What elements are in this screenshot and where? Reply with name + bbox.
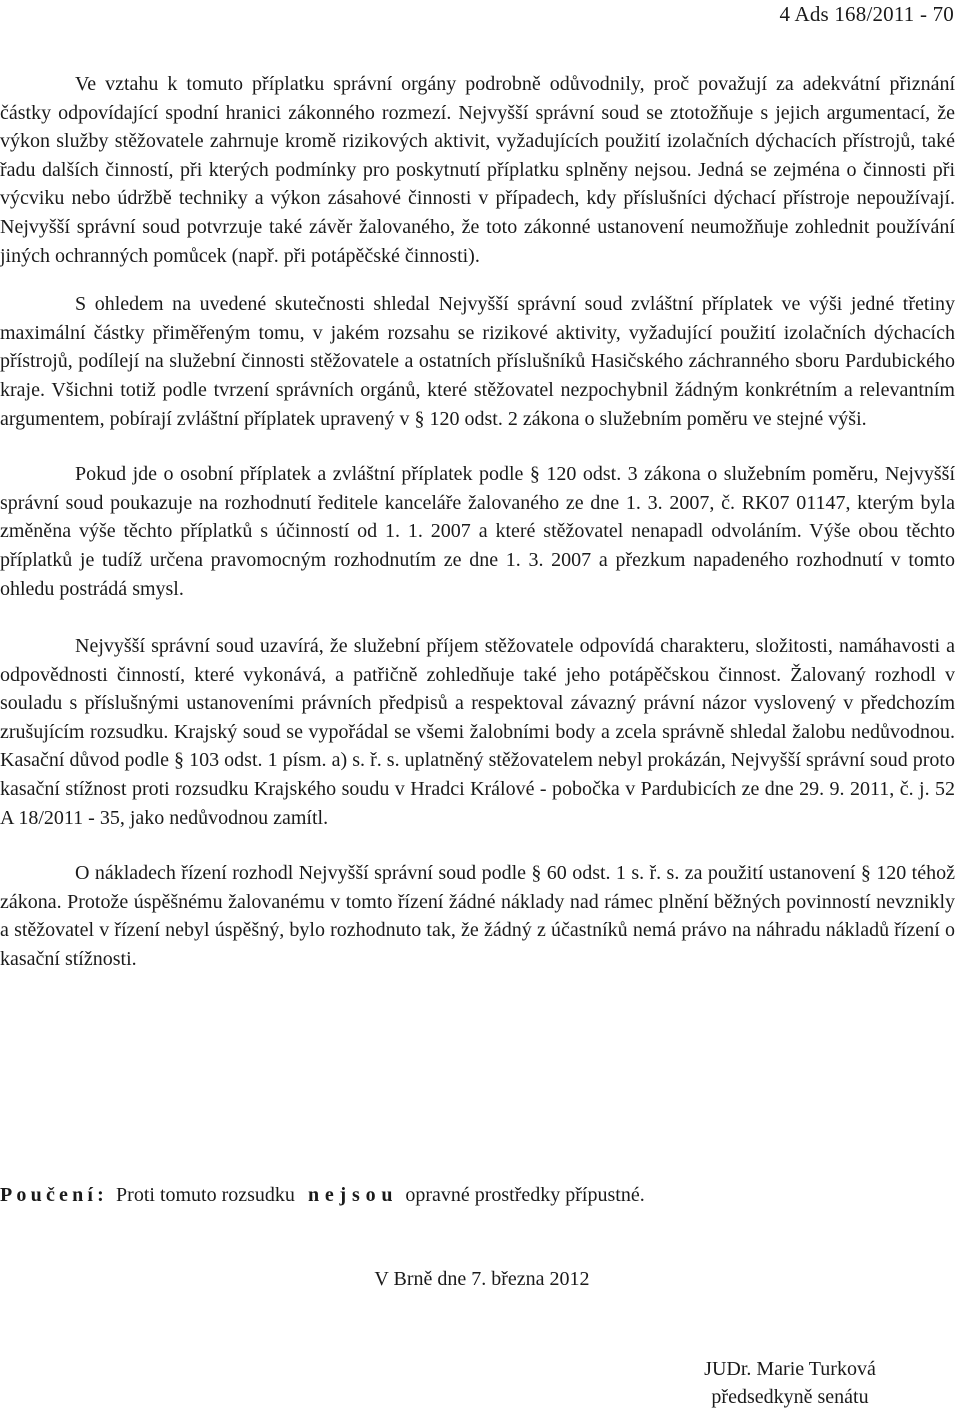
signature-block bbox=[660, 1355, 920, 1411]
paragraph: S ohledem na uvedené skutečnosti shledal Nejvyšší správní soud zvláštní příplatek ve výši jedné třetiny maximální částky přiměřeným tomu, v jakém rozsahu se rizikové aktivity, vyžadující použití izolačních dýchacích přístrojů, podílejí na služební činnosti stěžovatele a ostatních příslušníků Hasičského záchranného sboru Pardubického kraje. Všichni totiž podle tvrzení správních orgánů, které stěžovatel nezpochybnil žádným konkrétním a relevantním argumentem, pobírají zvláštní příplatek upravený v § 120 odst. 2 zákona o služebním poměru ve stejné výši. bbox=[0, 293, 955, 430]
judge-name: JUDr. Marie Turková bbox=[704, 1358, 876, 1380]
judge-role: předsedkyně senátu bbox=[711, 1386, 869, 1408]
paragraph: Ve vztahu k tomuto příplatku správní orgány podrobně odůvodnily, proč považují za adekvátní přiznání částky odpovídající spodní hranici zákonného rozmezí. Nejvyšší správní soud se ztotožňuje s jejich argumentací, že výkon služby stěžovatele zahrnuje kromě rizikových aktivit, vyžadujících použití izolačních dýchacích přístrojů, také řadu dalších činností, při kterých podmínky pro poskytnutí příplatku splněny nejsou. Jedná se zejména o činnosti při výcviku nebo údržbě techniky a výkon zásahové činnosti v případech, kdy příslušníci dýchací přístroje nepoužívají. Nejvyšší správní soud potvrzuje také závěr žalovaného, že toto zákonné ustanovení neumožňuje zohlednit používání jiných ochranných pomůcek (např. při potápěčské činnosti). bbox=[0, 73, 955, 267]
legal-instruction bbox=[0, 1184, 645, 1207]
instruction-negation: nejsou bbox=[307, 1184, 399, 1206]
paragraph: O nákladech řízení rozhodl Nejvyšší správní soud podle § 60 odst. 1 s. ř. s. za použití ustanovení § 120 téhož zákona. Protože úspěšnému žalovanému v tomto řízení žádné náklady nad rámec plnění běžných povinností nevznikly a stěžovatel v řízení nebyl úspěšný, bylo rozhodnuto tak, že žádný z účastníků nemá právo na náhradu nákladů řízení o kasační stížnosti. bbox=[0, 862, 955, 971]
date-place: V Brně dne 7. března 2012 bbox=[374, 1268, 590, 1290]
instruction-text-before: Proti tomuto rozsudku bbox=[116, 1184, 295, 1206]
instruction-label: Poučení: bbox=[0, 1184, 109, 1206]
page-reference: 4 Ads 168/2011 - 70 bbox=[779, 2, 954, 26]
instruction-text-after: opravné prostředky přípustné. bbox=[405, 1184, 645, 1206]
paragraph: Pokud jde o osobní příplatek a zvláštní příplatek podle § 120 odst. 3 zákona o služebním poměru, Nejvyšší správní soud poukazuje na rozhodnutí ředitele kanceláře žalovaného ze dne 1. 3. 2007, č. RK07 01147, kterým byla změněna výše těchto příplatků s účinností od 1. 1. 2007 a které stěžovatel nenapadl odvoláním. Výše obou těchto příplatků je tudíž určena pravomocným rozhodnutím ze dne 1. 3. 2007 a přezkum napadeného rozhodnutí v tomto ohledu postrádá smysl. bbox=[0, 463, 955, 600]
document-body bbox=[0, 70, 955, 974]
paragraph: Nejvyšší správní soud uzavírá, že služební příjem stěžovatele odpovídá charakteru, složitosti, namáhavosti a odpovědnosti činností, které vykonává, a patřičně zohledňuje také jeho potápěčskou činnost. Žalovaný rozhodl v souladu s příslušnými ustanoveními právních předpisů a respektoval závazný právní názor vyslovený v předchozím zrušujícím rozsudku. Krajský soud se vypořádal se všemi žalobními body a zcela správně shledal žalobu nedůvodnou. Kasační důvod podle § 103 odst. 1 písm. a) s. ř. s. uplatněný stěžovatelem nebyl prokázán, Nejvyšší správní soud proto kasační stížnost proti rozsudku Krajského soudu v Hradci Králové - pobočka v Pardubicích ze dne 29. 9. 2011, č. j. 52 A 18/2011 - 35, jako nedůvodnou zamítl. bbox=[0, 635, 955, 829]
